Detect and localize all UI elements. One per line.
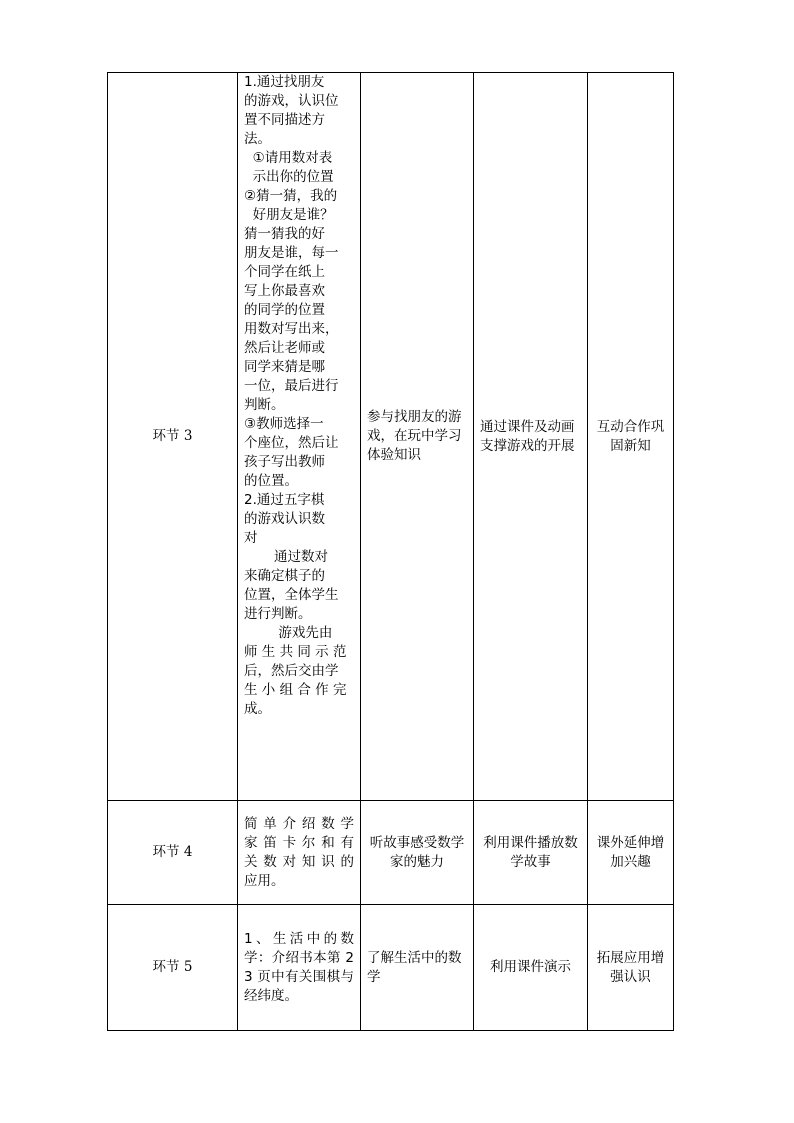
content-line: 判断。 — [244, 397, 285, 413]
content-line: 朋友是谁，每一 — [244, 245, 339, 261]
content-line: 同学来猜是哪 — [244, 359, 325, 375]
content-line: 来确定棋子的 — [244, 568, 325, 584]
stage-cell: 环节 3 — [108, 73, 238, 801]
content-cell — [238, 73, 361, 801]
content-line: 通过数对 — [244, 549, 329, 565]
teacher-activity-cell: 利用课件演示 — [474, 905, 588, 1031]
lesson-plan-table — [107, 72, 674, 1031]
content-line: 2.通过五字棋 — [244, 492, 325, 508]
content-line: 生 小 组 合 作 完 — [244, 682, 347, 698]
content-line: 的游戏，认识位 — [244, 93, 339, 109]
content-line: 猜一猜我的好 — [244, 226, 325, 242]
content-line: 个同学在纸上 — [244, 264, 325, 280]
content-line: 然后让老师或 — [244, 340, 325, 356]
content-line: 个座位，然后让 — [244, 435, 339, 451]
content-line: 进行判断。 — [244, 606, 312, 622]
content-line: ③教师选择一 — [244, 416, 324, 432]
content-line: 后，然后交由学 — [244, 663, 339, 679]
content-line: 师 生 共 同 示 范 — [244, 644, 347, 660]
student-activity-cell: 参与找朋友的游戏，在玩中学习体验知识 — [361, 73, 474, 801]
content-line: 的位置。 — [244, 473, 298, 489]
content-line: 示出你的位置 — [244, 169, 334, 185]
table-row — [108, 73, 674, 801]
stage-cell: 环节 4 — [108, 801, 238, 905]
design-purpose-cell: 课外延伸增加兴趣 — [588, 801, 674, 905]
content-line: 的同学的位置 — [244, 302, 325, 318]
teacher-activity-cell: 通过课件及动画支撑游戏的开展 — [474, 73, 588, 801]
content-line: 一位，最后进行 — [244, 378, 339, 394]
content-line: 置不同描述方 — [244, 112, 325, 128]
content-line: 游戏先由 — [244, 625, 333, 641]
student-activity-cell: 了解生活中的数学 — [361, 905, 474, 1031]
teacher-activity-cell: 利用课件播放数学故事 — [474, 801, 588, 905]
content-line: 1.通过找朋友 — [244, 74, 325, 90]
design-purpose-cell: 互动合作巩固新知 — [588, 73, 674, 801]
content-line: ①请用数对表 — [244, 150, 333, 166]
table-row — [108, 905, 674, 1031]
content-line: 成。 — [244, 701, 271, 717]
content-line: 孩子写出教师 — [244, 454, 325, 470]
content-line: 的游戏认识数 — [244, 511, 325, 527]
content-line: 用数对写出来， — [244, 321, 339, 337]
content-line: 对 — [244, 530, 258, 546]
stage-cell: 环节 5 — [108, 905, 238, 1031]
table-row — [108, 801, 674, 905]
student-activity-cell: 听故事感受数学家的魅力 — [361, 801, 474, 905]
content-line: 法。 — [244, 131, 271, 147]
design-purpose-cell: 拓展应用增强认识 — [588, 905, 674, 1031]
content-line: ②猜一猜，我的 — [244, 188, 338, 204]
content-line: 好朋友是谁？ — [244, 207, 334, 223]
content-cell: 1、生活中的数学：介绍书本第 23 页中有关围棋与经纬度。 — [238, 905, 361, 1031]
content-line: 写上你最喜欢 — [244, 283, 325, 299]
content-line: 位置，全体学生 — [244, 587, 339, 603]
content-cell: 简 单 介 绍 数 学 家 笛 卡 尔 和 有 关 数 对 知 识 的 应用。 — [238, 801, 361, 905]
